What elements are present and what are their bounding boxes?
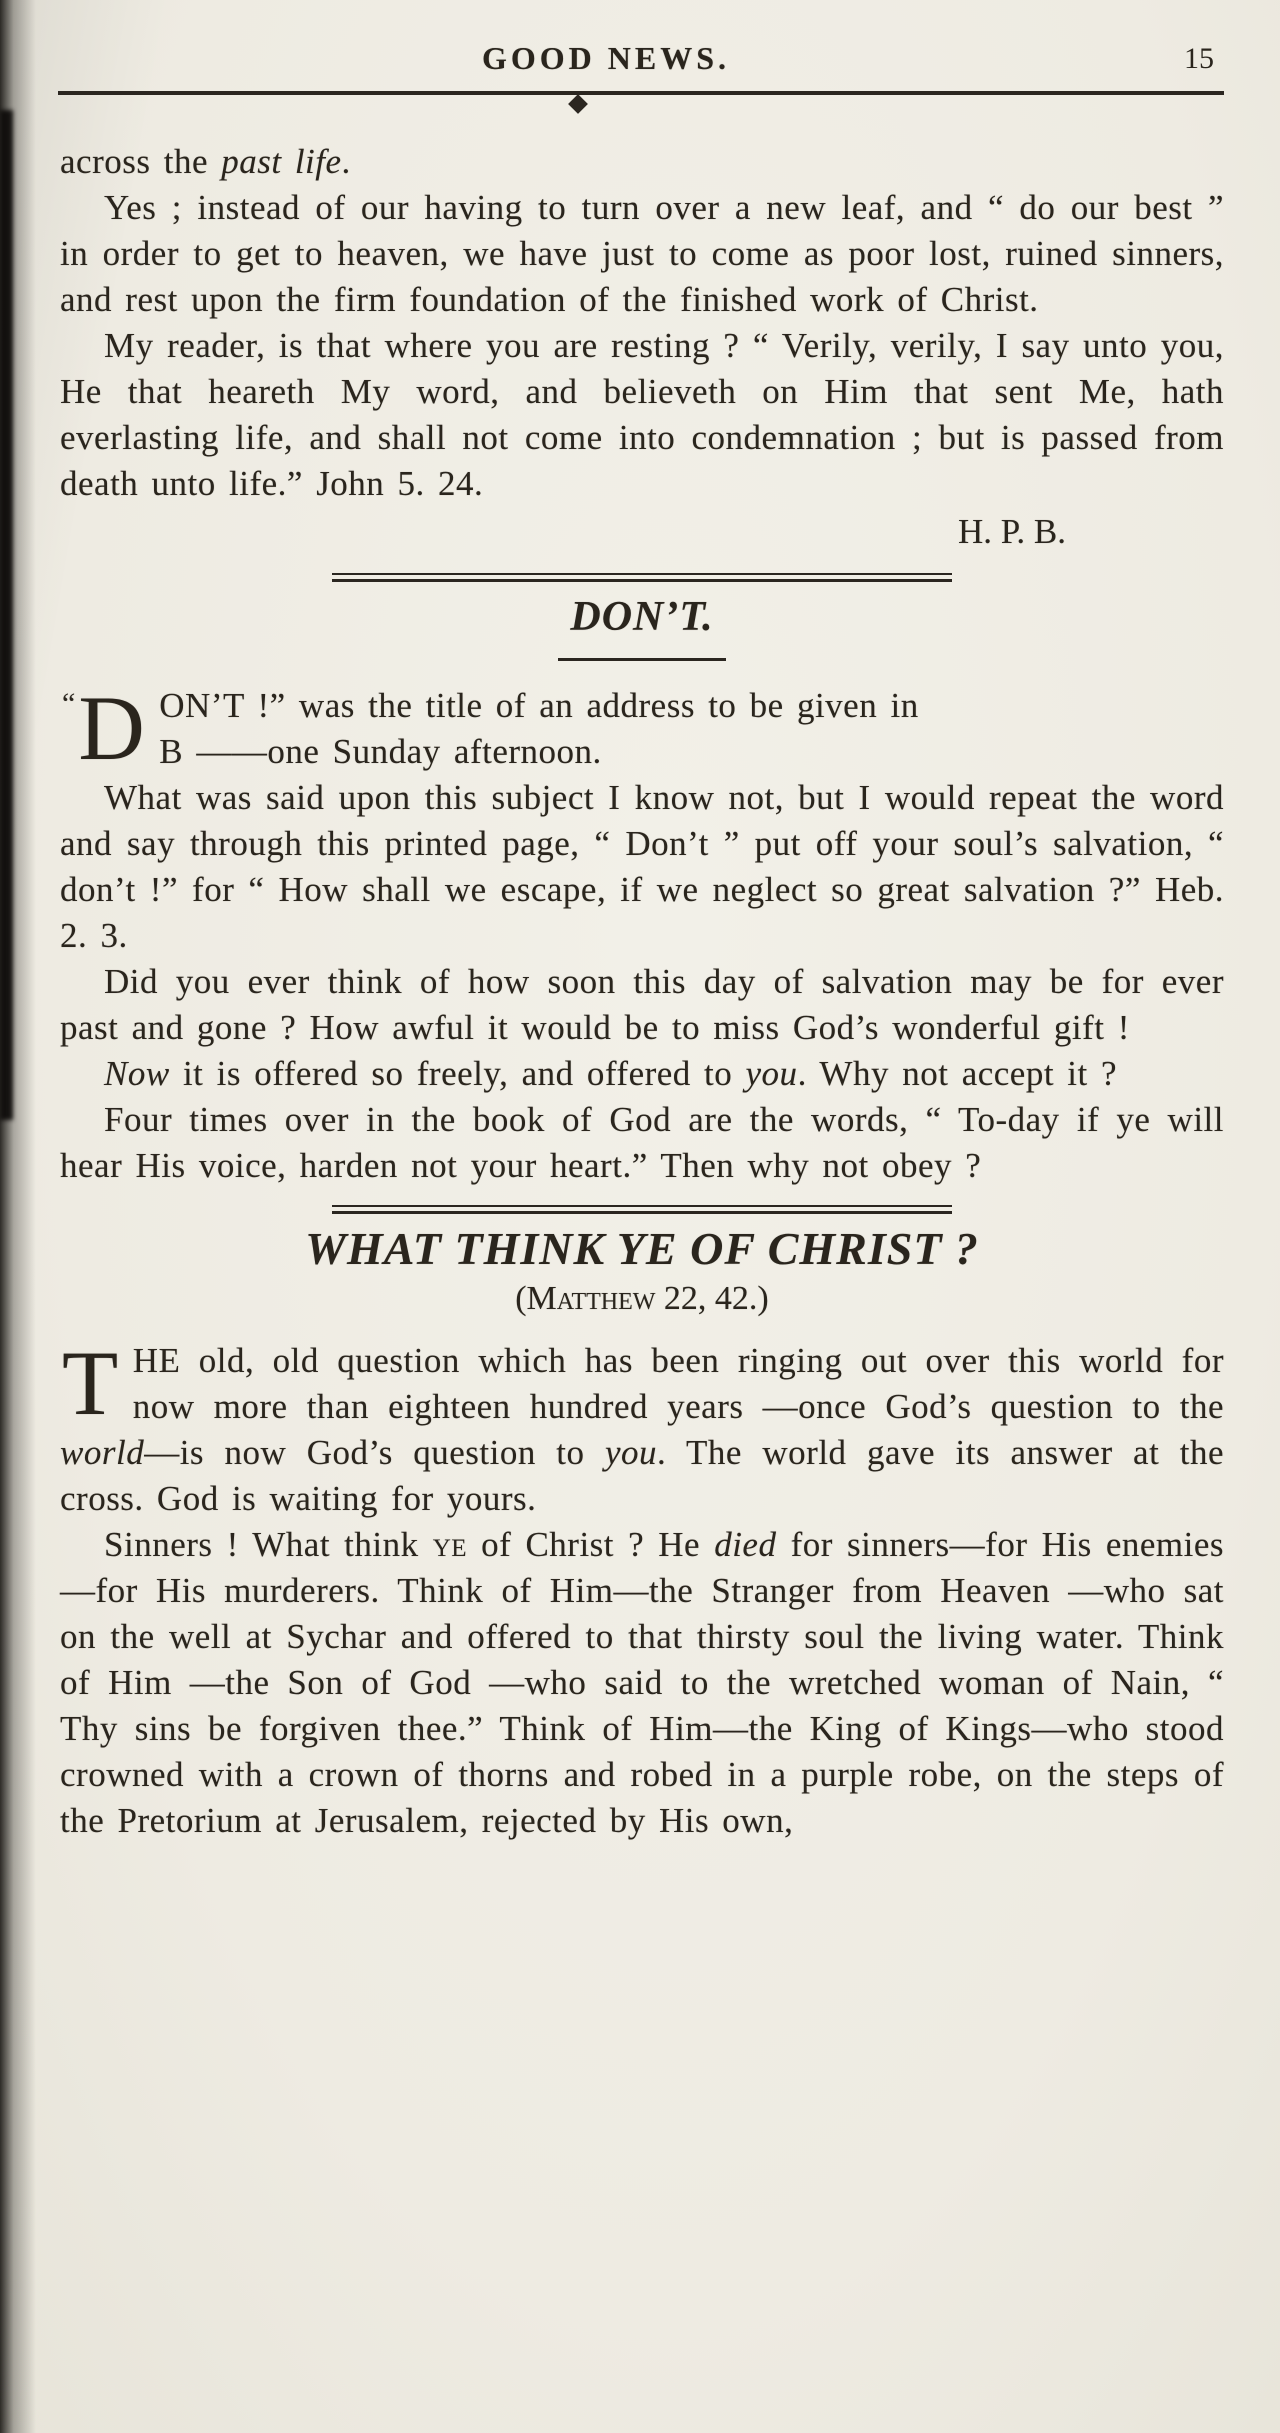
text-segment: past life bbox=[221, 142, 342, 181]
page-header bbox=[0, 0, 1280, 77]
section-divider bbox=[332, 573, 952, 582]
page-number: 15 bbox=[1184, 42, 1214, 75]
text-segment: . The world gave its answer at the cross. God is waiting for yours. bbox=[60, 1433, 1224, 1518]
text-segment: you bbox=[745, 1054, 798, 1093]
paragraph bbox=[60, 959, 1224, 1051]
header-rule bbox=[58, 91, 1224, 113]
paragraph bbox=[60, 1332, 1224, 1522]
text-segment: you bbox=[604, 1433, 657, 1472]
text-segment: it is offered so freely, and offered to bbox=[169, 1054, 746, 1093]
section-divider bbox=[332, 1205, 952, 1214]
text-segment: Did you ever think of how soon this day of salvation may be for ever past and gone ? How awful it would be to miss God’s wonderful gift ! bbox=[60, 962, 1224, 1047]
publication-title: GOOD NEWS. bbox=[481, 40, 731, 76]
text-segment: Yes ; instead of our having to turn over a new leaf, and “ do our best ” in order to get to heaven, we have just to come as poor lost, ruined sinners, and rest upon the firm foundation of the finished work of Christ. bbox=[60, 188, 1224, 319]
text-segment: B ——one Sunday afternoon. bbox=[159, 732, 602, 771]
paragraph bbox=[60, 139, 1224, 185]
article-dont bbox=[60, 594, 1224, 1189]
article-body bbox=[60, 1332, 1224, 1844]
text-segment: My reader, is that where you are resting ? “ Verily, verily, I say unto you, He that heareth My word, and believeth on Him that sent Me, hath everlasting life, and shall not come into condemnation ; but is passed from death unto life.” John 5. 24. bbox=[60, 326, 1224, 503]
text-segment: ON’T !” was the title of an address to be given in bbox=[159, 686, 919, 725]
text-segment: Sinners ! What think bbox=[104, 1525, 433, 1564]
paragraph bbox=[60, 1051, 1224, 1097]
text-segment: world bbox=[60, 1433, 145, 1472]
text-segment: . bbox=[341, 142, 351, 181]
paragraph bbox=[60, 185, 1224, 323]
article-body bbox=[60, 139, 1224, 507]
article-subheading: (Matthew 22, 42.) bbox=[515, 1280, 769, 1317]
text-segment: died bbox=[714, 1525, 777, 1564]
text-segment: across the bbox=[60, 142, 222, 181]
drop-cap: T bbox=[62, 1332, 119, 1434]
paragraph bbox=[60, 323, 1224, 507]
text-segment: . Why not accept it ? bbox=[797, 1054, 1118, 1093]
article-body bbox=[60, 677, 1224, 1189]
paragraph bbox=[60, 677, 1224, 779]
open-quote: “ bbox=[62, 687, 74, 720]
text-segment: Four times over in the book of God are the words, “ To-day if ye will hear His voice, harden not your heart.” Then why not obey ? bbox=[60, 1100, 1224, 1185]
text-segment: What was said upon this subject I know not, but I would repeat the word and say through this printed page, “ Don’t ” put off your soul’s salvation, “ don’t !” for “ How shall we escape, if we neglect so great salvation ?” Heb. 2. 3. bbox=[60, 778, 1224, 955]
diamond-ornament-icon bbox=[568, 94, 588, 114]
text-segment: Now bbox=[104, 1054, 170, 1093]
page-content bbox=[0, 113, 1280, 1844]
text-segment: HE old, old question which has been ringing out over this world for now more than eighteen hundred years —once God’s question to the bbox=[132, 1341, 1224, 1426]
text-segment: —is now God’s question to bbox=[144, 1433, 605, 1472]
drop-cap: “ D bbox=[62, 677, 146, 779]
author-signature: H. P. B. bbox=[958, 512, 1066, 551]
text-segment: of Christ ? He bbox=[467, 1525, 715, 1564]
paragraph bbox=[60, 775, 1224, 959]
article-what-think-ye bbox=[60, 1223, 1224, 1844]
article-heading: WHAT THINK YE OF CHRIST ? bbox=[305, 1223, 979, 1274]
binding-shadow-dark bbox=[0, 110, 13, 1120]
paragraph bbox=[60, 1522, 1224, 1844]
paragraph bbox=[60, 1097, 1224, 1189]
text-segment: ye bbox=[432, 1525, 468, 1564]
heading-rule bbox=[558, 658, 726, 661]
text-segment: for sinners—for His enemies—for His murderers. Think of Him—the Stranger from Heaven —who sat on the well at Sychar and offered to that thirsty soul the living water. Think of Him —the Son of God —who said to the wretched woman of Nain, “ Thy sins be forgiven thee.” Think of Him—the King of Kings—who stood crowned with a crown of thorns and robed in a purple robe, on the steps of the Pretorium at Jerusalem, rejected by His own, bbox=[60, 1525, 1224, 1840]
article-finished-work bbox=[60, 139, 1224, 557]
article-heading: DON’T. bbox=[570, 594, 714, 640]
